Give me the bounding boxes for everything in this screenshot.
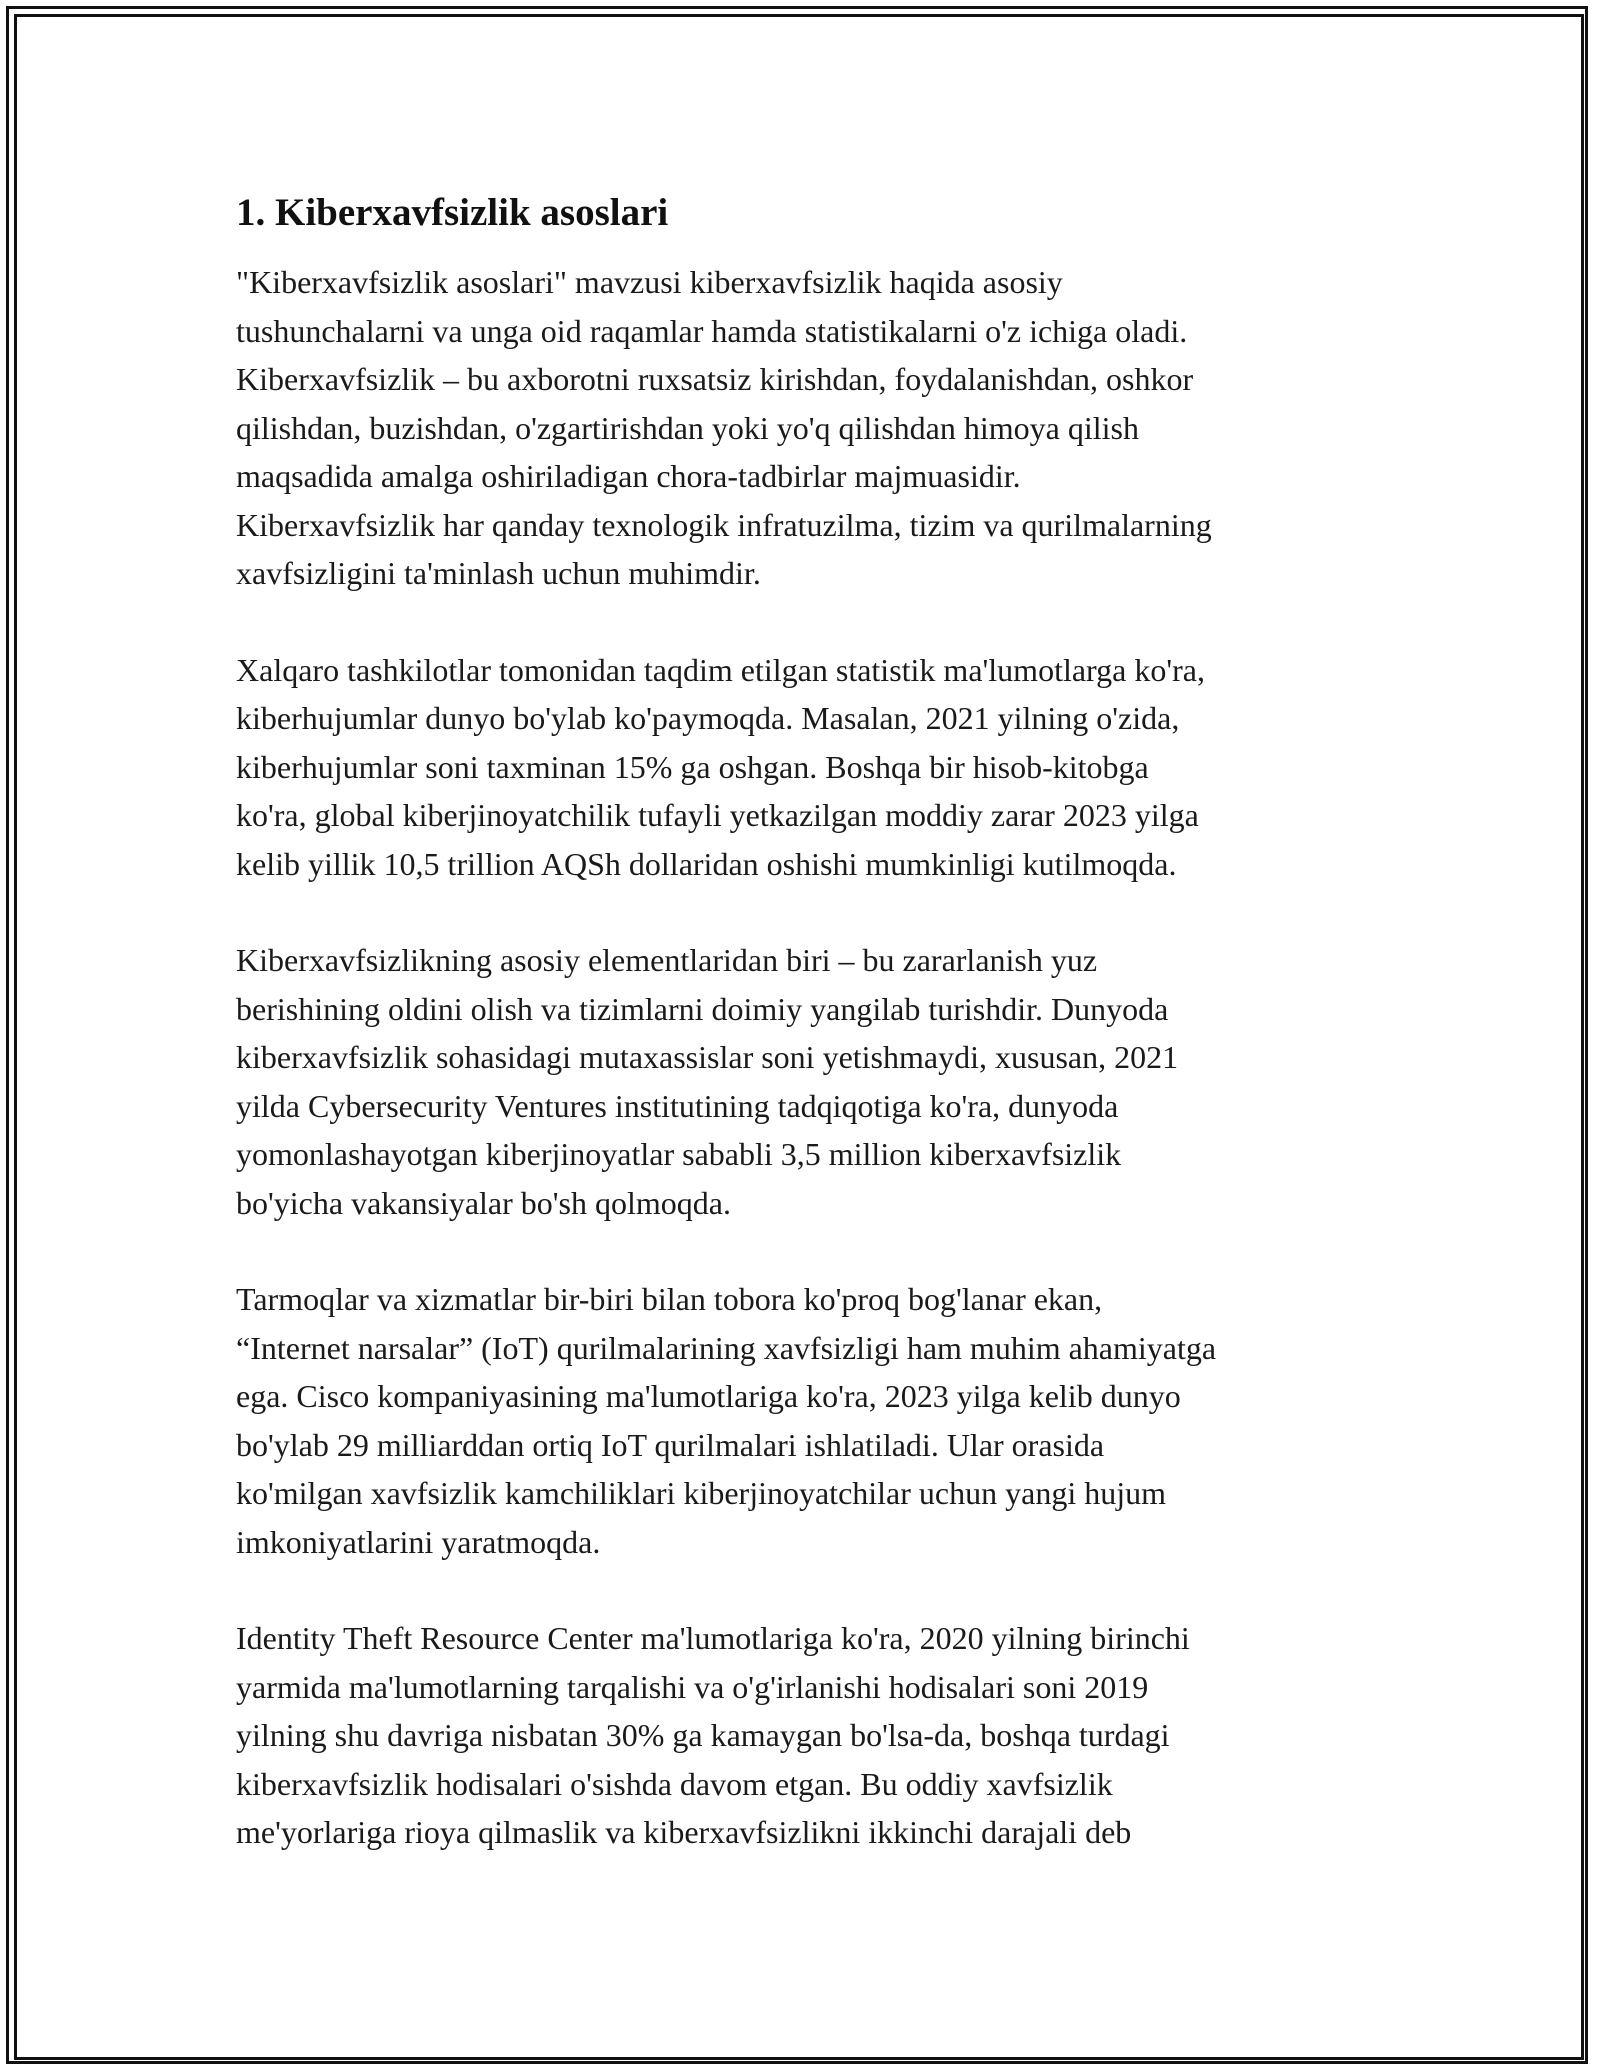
paragraph-intro xyxy=(236,258,1366,598)
text-line: "Kiberxavfsizlik asoslari" mavzusi kiberxavfsizlik haqida asosiy xyxy=(236,264,1063,300)
text-line: tushunchalarni va unga oid raqamlar hamda statistikalarni o'z ichiga oladi. xyxy=(236,312,1188,349)
text-line: yilning shu davriga nisbatan 30% ga kamaygan bo'lsa-da, boshqa turdagi xyxy=(236,1717,1170,1753)
text-line: maqsadida amalga oshiriladigan chora-tadbirlar majmuasidir. xyxy=(236,458,1021,494)
text-line: Kiberxavfsizlik – bu axborotni ruxsatsiz kirishdan, foydalanishdan, oshkor xyxy=(236,361,1194,397)
text-line: yarmida ma'lumotlarning tarqalishi va o'g'irlanishi hodisalari soni 2019 xyxy=(236,1668,1149,1705)
paragraph-identity-theft xyxy=(236,1614,1366,1857)
text-line: berishining oldini olish va tizimlarni doimiy yangilab turishdir. Dunyoda xyxy=(236,990,1169,1027)
text-line: ko'milgan xavfsizlik kamchiliklari kiberjinoyatchilar uchun yangi hujum xyxy=(236,1475,1166,1511)
paragraph-statistics xyxy=(236,646,1366,889)
text-line: xavfsizligini ta'minlash uchun muhimdir. xyxy=(236,555,761,591)
text-line: imkoniyatlarini yaratmoqda. xyxy=(236,1523,601,1560)
paragraph-iot xyxy=(236,1275,1366,1566)
text-line: ko'ra, global kiberjinoyatchilik tufayli yetkazilgan moddiy zarar 2023 yilga xyxy=(236,797,1199,833)
text-line: bo'yicha vakansiyalar bo'sh qolmoqda. xyxy=(236,1184,731,1221)
text-line: Identity Theft Resource Center ma'lumotlariga ko'ra, 2020 yilning birinchi xyxy=(236,1620,1190,1656)
text-line: me'yorlariga rioya qilmaslik va kiberxavfsizlikni ikkinchi darajali deb xyxy=(236,1814,1132,1850)
text-line: Kiberxavfsizlikning asosiy elementlaridan biri – bu zararlanish yuz xyxy=(236,942,1098,978)
text-line: kiberxavfsizlik sohasidagi mutaxassislar soni yetishmaydi, xususan, 2021 xyxy=(236,1039,1179,1075)
text-line: kelib yillik 10,5 trillion AQSh dollaridan oshishi mumkinligi kutilmoqda. xyxy=(236,845,1177,882)
text-line: Kiberxavfsizlik har qanday texnologik infratuzilma, tizim va qurilmalarning xyxy=(236,506,1212,543)
text-line: yilda Cybersecurity Ventures institutining tadqiqotiga ko'ra, dunyoda xyxy=(236,1087,1119,1124)
text-line: kiberhujumlar dunyo bo'ylab ko'paymoqda. Masalan, 2021 yilning o'zida, xyxy=(236,700,1180,736)
text-line: Xalqaro tashkilotlar tomonidan taqdim etilgan statistik ma'lumotlarga ko'ra, xyxy=(236,651,1205,688)
text-line: Tarmoqlar va xizmatlar bir-biri bilan tobora ko'proq bog'lanar ekan, xyxy=(236,1281,1103,1317)
document-body xyxy=(236,188,1366,1905)
paragraph-workforce xyxy=(236,936,1366,1227)
text-line: ega. Cisco kompaniyasining ma'lumotlariga ko'ra, 2023 yilga kelib dunyo xyxy=(236,1378,1181,1414)
text-line: kiberxavfsizlik hodisalari o'sishda davom etgan. Bu oddiy xavfsizlik xyxy=(236,1765,1113,1802)
text-line: “Internet narsalar” (IoT) qurilmalarining xavfsizligi ham muhim ahamiyatga xyxy=(236,1329,1217,1366)
text-line: kiberhujumlar soni taxminan 15% ga oshgan. Boshqa bir hisob-kitobga xyxy=(236,748,1149,785)
text-line: yomonlashayotgan kiberjinoyatlar sababli 3,5 million kiberxavfsizlik xyxy=(236,1136,1122,1172)
section-heading: 1. Kiberxavfsizlik asoslari xyxy=(236,191,669,234)
text-line: bo'ylab 29 milliarddan ortiq IoT qurilmalari ishlatiladi. Ular orasida xyxy=(236,1426,1105,1463)
text-line: qilishdan, buzishdan, o'zgartirishdan yoki yo'q qilishdan himoya qilish xyxy=(236,409,1139,446)
